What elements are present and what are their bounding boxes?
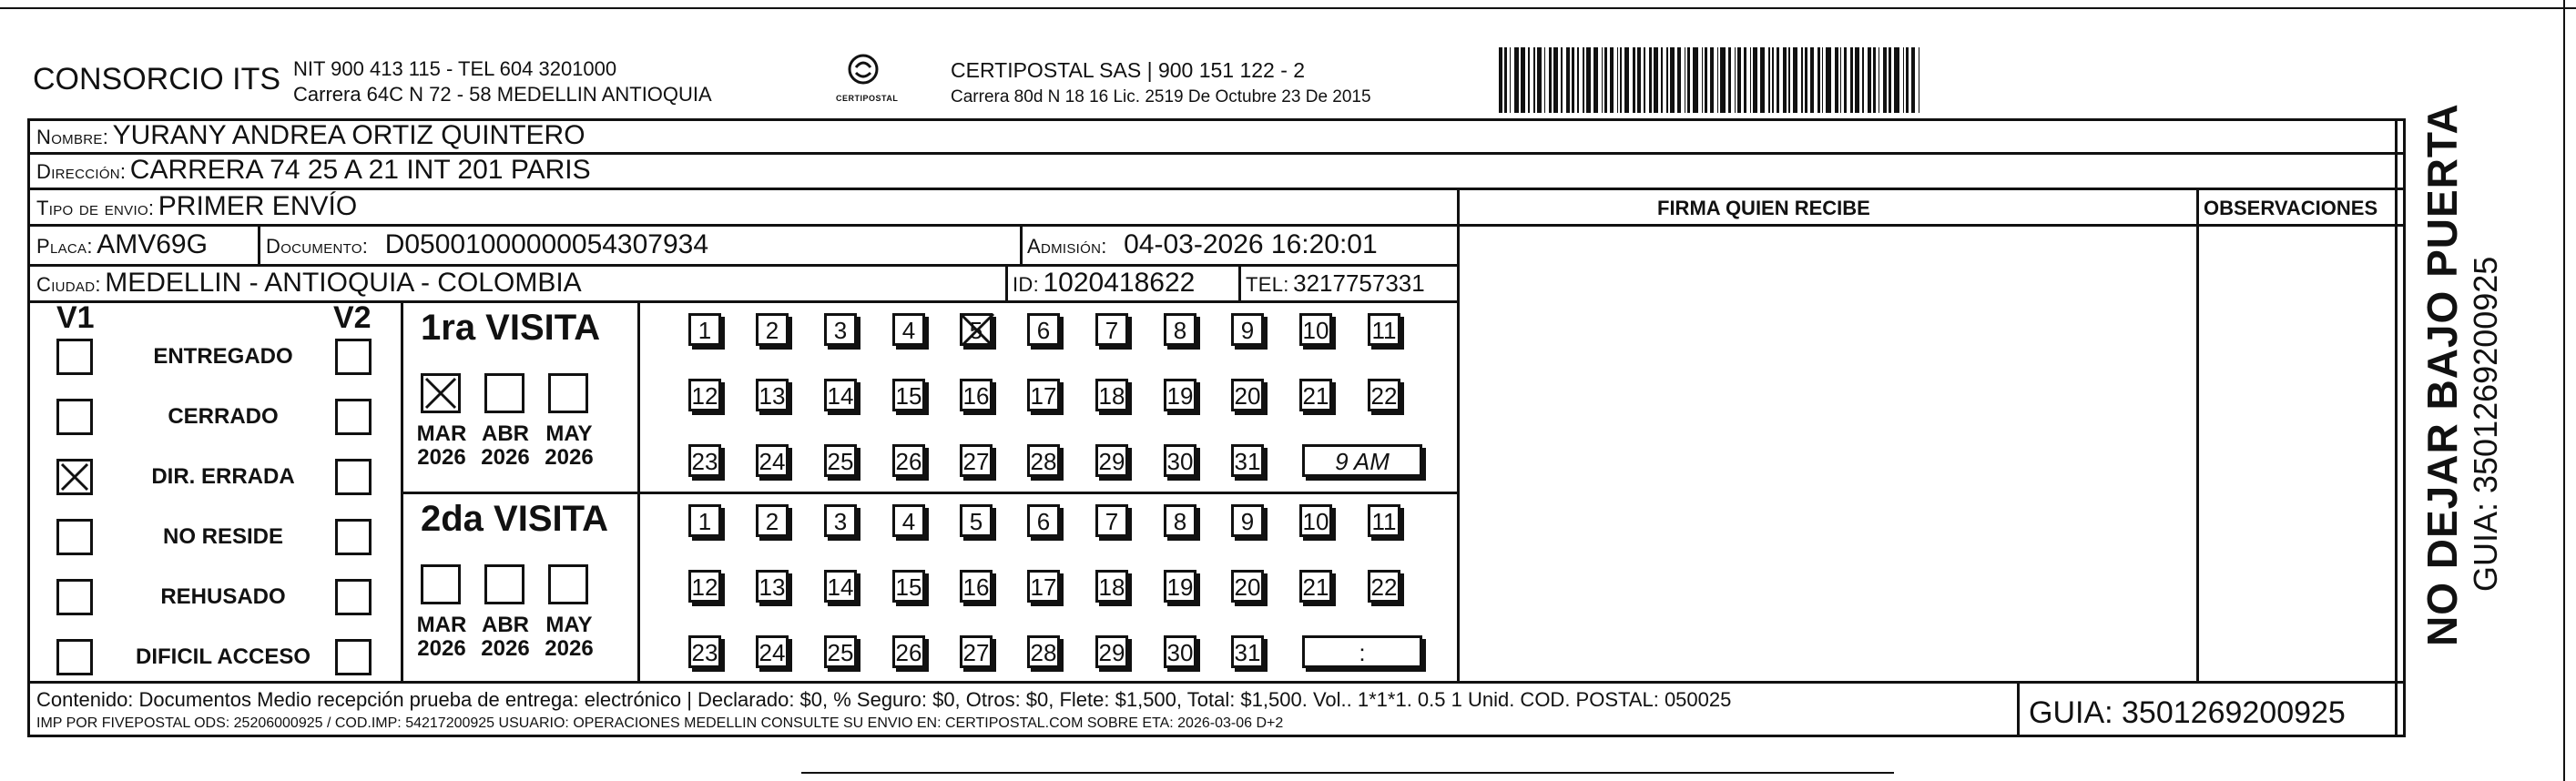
day-box[interactable]: 9 — [1231, 504, 1264, 537]
barcode-bar — [1577, 47, 1580, 113]
day-box[interactable]: 7 — [1095, 504, 1128, 537]
v1-label: V1 — [56, 300, 95, 335]
barcode-bar — [1617, 47, 1618, 113]
status-label: CERRADO — [168, 404, 279, 429]
name-label: Nombre: — [36, 126, 109, 148]
day-box[interactable]: 10 — [1299, 504, 1332, 537]
month-label — [410, 614, 473, 661]
day-box[interactable]: 13 — [756, 379, 789, 411]
document-label: Documento: — [266, 235, 369, 258]
barcode-bar — [1654, 47, 1659, 113]
barcode-bar — [1911, 47, 1915, 113]
month-label — [537, 614, 601, 661]
row-divider — [27, 188, 2406, 190]
month-year: 2026 — [481, 445, 530, 470]
v1-checkbox[interactable] — [56, 579, 93, 615]
barcode-bar — [1735, 47, 1736, 113]
barcode-bar — [1666, 47, 1669, 113]
day-box[interactable]: 25 — [824, 635, 857, 668]
status-label: ENTREGADO — [153, 344, 293, 369]
city-value: MEDELLIN - ANTIOQUIA - COLOMBIA — [105, 268, 582, 298]
barcode-bar — [1510, 47, 1511, 113]
month-name: MAY — [545, 421, 593, 446]
send-type-value: PRIMER ENVÍO — [158, 191, 358, 221]
barcode-bar — [1553, 47, 1559, 113]
month-checkbox[interactable] — [548, 373, 588, 413]
day-box[interactable]: 6 — [1027, 504, 1060, 537]
day-box[interactable]: 19 — [1164, 379, 1196, 411]
day-box[interactable]: 7 — [1095, 313, 1128, 346]
v2-checkbox[interactable] — [335, 579, 372, 615]
city-row — [36, 268, 582, 299]
day-box[interactable]: 24 — [756, 444, 789, 477]
month-checkbox[interactable] — [548, 564, 588, 604]
col-divider — [2395, 118, 2398, 737]
barcode-bar — [1777, 47, 1779, 113]
main-frame — [27, 118, 2406, 737]
barcode-bar — [1840, 47, 1841, 113]
month-label — [537, 422, 601, 470]
company-address: Carrera 64C N 72 - 58 MEDELLIN ANTIOQUIA — [293, 83, 712, 106]
side-text — [2418, 103, 2505, 646]
day-box[interactable]: 26 — [892, 444, 925, 477]
carrier-info — [951, 56, 1371, 111]
day-box[interactable]: 29 — [1095, 635, 1128, 668]
month-name: ABR — [482, 421, 529, 446]
day-box[interactable]: 1 — [688, 504, 721, 537]
carrier-address: Carrera 80d N 18 16 Lic. 2519 De Octubre 23 De 2015 — [951, 87, 1371, 106]
barcode-bar — [1793, 47, 1798, 113]
barcode-bar — [1624, 47, 1630, 113]
observations-label: OBSERVACIONES — [2204, 197, 2378, 219]
content-line: Contenido: Documentos Medio recepción prueba de entrega: electrónico | Declarado: $0, % Seguro: $0, Otros: $0, Flete: $1,500, Total: $1,500. Vol.. 1*1*1. 0.5 1 Unid. COD. POSTAL: 050025 — [36, 688, 1732, 711]
day-box[interactable]: 30 — [1164, 444, 1196, 477]
barcode-bar — [1783, 47, 1787, 113]
barcode-bar — [1826, 47, 1831, 113]
logo-text: CERTIPOSTAL — [836, 94, 899, 103]
day-box[interactable]: 2 — [756, 504, 789, 537]
barcode-bar — [1610, 47, 1614, 113]
day-box[interactable]: 11 — [1368, 504, 1400, 537]
company-info — [293, 56, 712, 107]
receiver-signature-label: FIRMA QUIEN RECIBE — [1657, 197, 1870, 219]
barcode-bar — [1862, 47, 1863, 113]
logo-icon — [843, 53, 883, 89]
status-label: DIFICIL ACCESO — [135, 644, 311, 669]
day-box[interactable]: 12 — [688, 570, 721, 603]
barcode-bar — [1561, 47, 1562, 113]
month-year: 2026 — [417, 445, 466, 470]
col-divider — [1005, 264, 1008, 300]
document-value: D05001000000054307934 — [384, 229, 709, 259]
row-divider — [27, 224, 2406, 227]
barcode-bar — [1670, 47, 1674, 113]
day-box[interactable]: 31 — [1231, 635, 1264, 668]
admission-value: 04-03-2026 16:20:01 — [1124, 229, 1378, 259]
month-checkbox[interactable] — [421, 373, 461, 413]
day-box[interactable]: 8 — [1164, 504, 1196, 537]
barcode-bar — [1677, 47, 1681, 113]
barcode-bar — [1760, 47, 1766, 113]
v1-checkbox[interactable] — [56, 339, 93, 375]
v2-label: V2 — [333, 300, 372, 335]
day-box[interactable]: 2 — [756, 313, 789, 346]
barcode-bar — [1537, 47, 1541, 113]
v2-checkbox[interactable] — [335, 639, 372, 675]
barcode-bar — [1566, 47, 1570, 113]
barcode-bar — [1801, 47, 1802, 113]
month-checkbox[interactable] — [421, 564, 461, 604]
day-box[interactable]: 16 — [960, 379, 993, 411]
send-type-label: Tipo de envio: — [36, 197, 155, 219]
v1-checkbox[interactable] — [56, 459, 93, 495]
col-divider — [637, 300, 640, 681]
day-box[interactable]: 30 — [1164, 635, 1196, 668]
day-box[interactable]: 28 — [1027, 635, 1060, 668]
barcode-bar — [1687, 47, 1690, 113]
month-year: 2026 — [545, 445, 594, 470]
address-label: Dirección: — [36, 160, 127, 183]
month-year: 2026 — [545, 636, 594, 661]
day-box[interactable]: 11 — [1368, 313, 1400, 346]
day-box[interactable]: 4 — [892, 313, 925, 346]
barcode-bar — [1521, 47, 1526, 113]
document-row — [266, 229, 708, 260]
day-box[interactable]: 3 — [824, 313, 857, 346]
city-label: Ciudad: — [36, 273, 101, 296]
barcode-bar — [1728, 47, 1731, 113]
v2-checkbox[interactable] — [335, 339, 372, 375]
v2-checkbox[interactable] — [335, 459, 372, 495]
day-box[interactable]: 8 — [1164, 313, 1196, 346]
day-box[interactable]: 10 — [1299, 313, 1332, 346]
barcode-bar — [1504, 47, 1507, 113]
nit-line: NIT 900 413 115 - TEL 604 3201000 — [293, 57, 617, 80]
day-box[interactable]: 20 — [1231, 570, 1264, 603]
col-divider — [258, 224, 260, 264]
col-divider — [2196, 188, 2199, 683]
barcode-bar — [1705, 47, 1707, 113]
barcode-bar — [1883, 47, 1887, 113]
barcode-bar — [1661, 47, 1662, 113]
bottom-edge — [801, 772, 1894, 774]
barcode-bar — [1593, 47, 1597, 113]
barcode-bar — [1717, 47, 1718, 113]
day-box[interactable]: 20 — [1231, 379, 1264, 411]
barcode-bar — [1549, 47, 1552, 113]
plate-value: AMV69G — [97, 229, 208, 259]
v2-checkbox[interactable] — [335, 519, 372, 555]
barcode-bar — [1602, 47, 1603, 113]
barcode-bar — [1850, 47, 1853, 113]
col-divider — [2017, 681, 2020, 737]
certipostal-logo — [836, 53, 899, 103]
day-box[interactable]: 18 — [1095, 570, 1128, 603]
barcode-bar — [1753, 47, 1756, 113]
day-box[interactable]: 18 — [1095, 379, 1128, 411]
barcode-bar — [1868, 47, 1871, 113]
day-box[interactable]: 21 — [1299, 379, 1332, 411]
month-checkbox[interactable] — [484, 373, 524, 413]
status-label: NO RESIDE — [162, 524, 284, 549]
plate-label: Placa: — [36, 235, 93, 258]
month-checkbox[interactable] — [484, 564, 524, 604]
day-box[interactable]: 28 — [1027, 444, 1060, 477]
row-divider — [27, 681, 2406, 684]
month-name: ABR — [482, 613, 529, 637]
day-box[interactable]: 15 — [892, 379, 925, 411]
barcode-bar — [1822, 47, 1823, 113]
name-row — [36, 120, 585, 151]
day-box[interactable]: 17 — [1027, 570, 1060, 603]
day-box[interactable]: 1 — [688, 313, 721, 346]
barcode-bar — [1855, 47, 1860, 113]
plate-row — [36, 229, 208, 260]
barcode-bar — [1788, 47, 1789, 113]
barcode-bar — [1693, 47, 1698, 113]
print-line: IMP POR FIVEPOSTAL ODS: 25206000925 / COD.IMP: 54217200925 USUARIO: OPERACIONES MEDELLIN CONSULTE SU ENVIO EN: CERTIPOSTAL.COM SOBRE ETA: 2026-03-06 D+2 — [36, 715, 1284, 731]
v1-checkbox[interactable] — [56, 639, 93, 675]
barcode-bar — [1844, 47, 1847, 113]
col-divider — [1238, 264, 1241, 300]
barcode-bar — [1894, 47, 1899, 113]
visit-title: 1ra VISITA — [421, 308, 601, 348]
side-guia: GUIA: 3501269200925 — [2467, 256, 2504, 592]
address-value: CARRERA 74 25 A 21 INT 201 PARIS — [129, 155, 591, 185]
barcode-bar — [1744, 47, 1746, 113]
barcode-bar — [1720, 47, 1726, 113]
time-box[interactable]: 9 AM — [1302, 444, 1422, 477]
row-divider — [27, 300, 1459, 303]
day-box[interactable]: 22 — [1368, 570, 1400, 603]
barcode-bar — [1544, 47, 1545, 113]
day-box[interactable]: 29 — [1095, 444, 1128, 477]
day-box[interactable]: 5 — [960, 504, 993, 537]
tel-label: TEL: — [1246, 273, 1289, 296]
carrier-line: CERTIPOSTAL SAS | 900 151 122 - 2 — [951, 58, 1306, 82]
barcode-bar — [1903, 47, 1904, 113]
day-box[interactable]: 16 — [960, 570, 993, 603]
day-box[interactable]: 9 — [1231, 313, 1264, 346]
day-box[interactable]: 14 — [824, 379, 857, 411]
day-box[interactable]: 15 — [892, 570, 925, 603]
id-label: ID: — [1013, 273, 1040, 296]
barcode-bar — [1702, 47, 1703, 113]
day-box[interactable]: 6 — [1027, 313, 1060, 346]
v2-checkbox[interactable] — [335, 399, 372, 435]
day-box[interactable]: 19 — [1164, 570, 1196, 603]
day-box[interactable]: 12 — [688, 379, 721, 411]
day-box[interactable]: 27 — [960, 635, 993, 668]
month-name: MAR — [416, 613, 467, 637]
time-box[interactable]: : — [1302, 635, 1422, 668]
barcode-bar — [1889, 47, 1891, 113]
barcode-bar — [1805, 47, 1807, 113]
day-box[interactable]: 3 — [824, 504, 857, 537]
status-label: REHUSADO — [160, 584, 286, 609]
month-label — [473, 422, 537, 470]
barcode-bar — [1750, 47, 1751, 113]
tel-row — [1246, 269, 1425, 298]
day-box[interactable]: 17 — [1027, 379, 1060, 411]
barcode-bar — [1906, 47, 1909, 113]
month-label — [473, 614, 537, 661]
guia-box: GUIA: 3501269200925 — [2029, 695, 2346, 730]
barcode-bar — [1637, 47, 1641, 113]
day-box[interactable]: 27 — [960, 444, 993, 477]
v1-checkbox[interactable] — [56, 519, 93, 555]
company-name: CONSORCIO ITS — [33, 62, 281, 96]
barcode-bar — [1604, 47, 1607, 113]
month-year: 2026 — [417, 636, 466, 661]
id-value: 1020418622 — [1043, 268, 1196, 298]
day-box[interactable]: 25 — [824, 444, 857, 477]
visit-title: 2da VISITA — [421, 499, 608, 539]
barcode-bar — [1514, 47, 1518, 113]
day-box[interactable]: 31 — [1231, 444, 1264, 477]
side-warning: NO DEJAR BAJO PUERTA — [2418, 103, 2466, 646]
admission-label: Admisión: — [1027, 235, 1107, 258]
barcode-bar — [1737, 47, 1741, 113]
col-divider — [1020, 224, 1023, 264]
col-divider — [401, 300, 403, 681]
barcode-bar — [1528, 47, 1529, 113]
barcode-bar — [1586, 47, 1592, 113]
barcode-bar — [1772, 47, 1775, 113]
barcode-bar — [1633, 47, 1635, 113]
barcode-bar — [1710, 47, 1714, 113]
barcode — [1499, 47, 2082, 113]
day-box[interactable]: 5 — [960, 313, 993, 346]
day-box[interactable]: 24 — [756, 635, 789, 668]
send-type-row — [36, 191, 357, 222]
day-box[interactable]: 26 — [892, 635, 925, 668]
day-box[interactable]: 4 — [892, 504, 925, 537]
barcode-bar — [1572, 47, 1574, 113]
month-name: MAR — [416, 421, 467, 446]
day-box[interactable]: 23 — [688, 444, 721, 477]
day-box[interactable]: 21 — [1299, 570, 1332, 603]
barcode-bar — [1835, 47, 1838, 113]
name-value: YURANY ANDREA ORTIZ QUINTERO — [112, 120, 585, 150]
right-edge — [2563, 0, 2565, 781]
col-divider — [1457, 188, 1460, 683]
top-edge — [0, 7, 2576, 9]
barcode-bar — [1620, 47, 1621, 113]
row-divider — [27, 264, 1459, 267]
barcode-bar — [1533, 47, 1536, 113]
barcode-bar — [1817, 47, 1820, 113]
barcode-bar — [1649, 47, 1652, 113]
month-year: 2026 — [481, 636, 530, 661]
visit-divider — [401, 492, 1457, 494]
v1-checkbox[interactable] — [56, 399, 93, 435]
barcode-bar — [1499, 47, 1502, 113]
tel-value: 3217757331 — [1293, 269, 1425, 297]
day-box[interactable]: 22 — [1368, 379, 1400, 411]
barcode-bar — [1873, 47, 1876, 113]
barcode-bar — [1810, 47, 1814, 113]
day-box[interactable]: 14 — [824, 570, 857, 603]
status-label: DIR. ERRADA — [151, 464, 295, 489]
barcode-bar — [1768, 47, 1769, 113]
address-row — [36, 155, 591, 186]
admission-row — [1027, 229, 1378, 260]
day-box[interactable]: 23 — [688, 635, 721, 668]
month-name: MAY — [545, 613, 593, 637]
month-label — [410, 422, 473, 470]
day-box[interactable]: 13 — [756, 570, 789, 603]
id-row — [1013, 268, 1195, 299]
